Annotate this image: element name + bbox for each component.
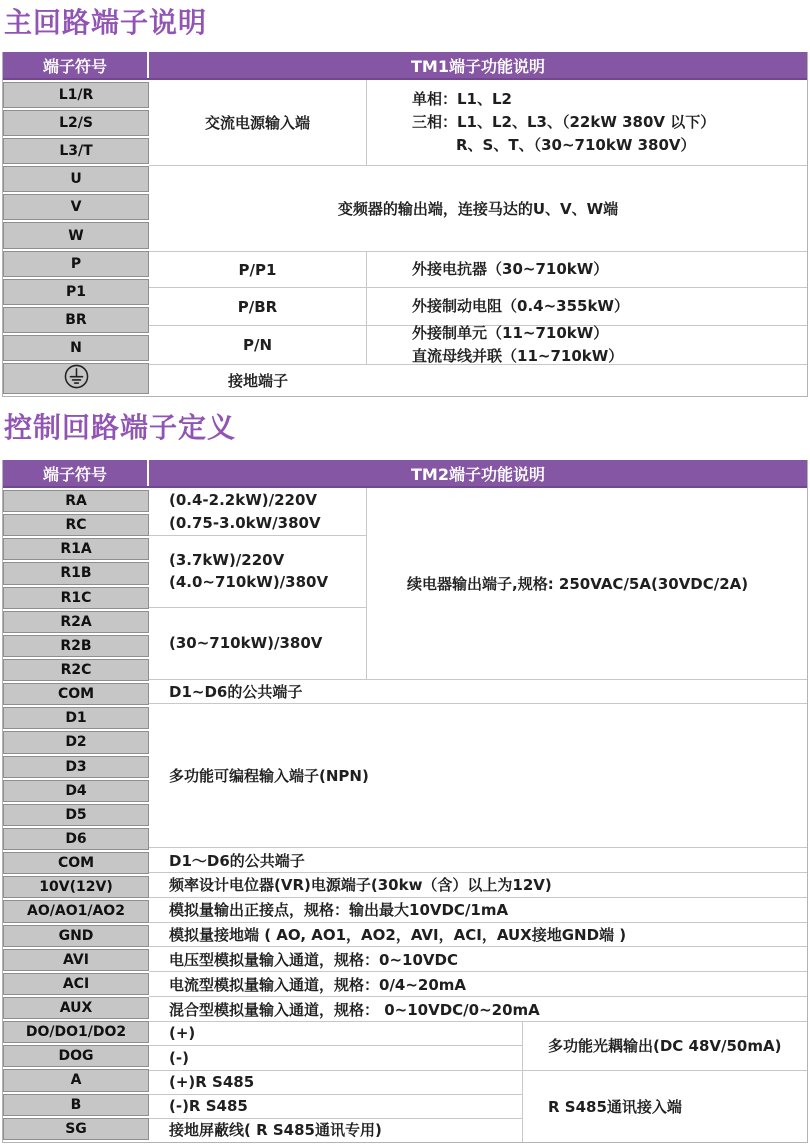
terminal-cell: R2C (3, 659, 149, 681)
terminal-cell: A (3, 1069, 149, 1091)
output-description: 变频器的输出端，连接马达的U、V、W端 (337, 200, 619, 218)
desc-line: 单相：L1、L2 (412, 89, 512, 108)
terminal-cell: ACI (3, 973, 149, 995)
rs485-a-cell: (+)R S485 (149, 1071, 522, 1095)
relay-spec-column (149, 488, 367, 679)
terminal-cell: AVI (3, 949, 149, 971)
avi-row (149, 947, 807, 972)
terminal-cell-ground (3, 363, 149, 394)
terminal-cell: COM (3, 852, 149, 874)
brake-unit-row-group (149, 323, 807, 365)
spec-line: (3.7kW)/220V (169, 550, 285, 569)
terminal-cell: AO/AO1/AO2 (3, 900, 149, 922)
terminal-cell: RA (3, 490, 149, 512)
terminal-cell: R1C (3, 587, 149, 609)
terminal-symbol-column (3, 80, 149, 396)
terminal-cell: D1 (3, 707, 149, 729)
brake-resistor-label: P/BR (149, 288, 367, 325)
function-description-column (149, 488, 807, 1142)
digital-input-description: 多功能可编程输入端子(NPN) (169, 767, 369, 786)
terminal-cell: L2/S (3, 110, 149, 136)
reactor-label: P/P1 (149, 252, 367, 287)
rs485-description: R S485通讯接入端 (548, 1097, 682, 1116)
ground-label: 接地端子 (227, 372, 288, 390)
main-circuit-section-title: 主回路端子说明 (4, 6, 208, 39)
gnd-description: 模拟量接地端 ( AO, AO1，AO2，AVI，ACI，AUX接地GND端 ) (169, 926, 627, 945)
desc-line: 外接制单元（11~710kW） (412, 323, 609, 342)
aci-description: 电流型模拟量输入通道，规格：0/4~20mA (169, 975, 467, 994)
gnd-row (149, 923, 807, 948)
opto-minus-cell: (-) (169, 1048, 189, 1067)
terminal-cell: D5 (3, 804, 149, 826)
terminal-cell: DOG (3, 1045, 149, 1067)
terminal-cell: DO/DO1/DO2 (3, 1021, 149, 1043)
aux-description: 混合型模拟量输入通道，规格： 0~10VDC/0~20mA (169, 1000, 540, 1019)
rs485-sg-cell: 接地屏蔽线( R S485通讯专用) (169, 1121, 382, 1140)
spec-line: (30~710kW)/380V (169, 633, 323, 652)
power-10v-description: 频率设计电位器(VR)电源端子(30kw（含）以上为12V) (169, 876, 552, 895)
terminal-cell: COM (3, 683, 149, 705)
terminal-cell: D3 (3, 756, 149, 778)
aux-row (149, 997, 807, 1022)
spec-line: (0.75-3.0kW/380V (169, 513, 321, 532)
earth-ground-icon (64, 364, 89, 393)
opto-output-description: 多功能光耦输出(DC 48V/50mA) (548, 1037, 782, 1056)
terminal-cell: N (3, 335, 149, 361)
terminal-cell: U (3, 166, 149, 192)
relay-spec-cell (149, 608, 366, 679)
function-description-column (149, 80, 807, 396)
reactor-row-group (149, 252, 807, 288)
com-description: D1～D6的公共端子 (169, 851, 305, 870)
terminal-cell: V (3, 194, 149, 220)
table-body (3, 488, 807, 1142)
terminal-cell: SG (3, 1118, 149, 1140)
terminal-cell: D4 (3, 780, 149, 802)
terminal-cell: P1 (3, 279, 149, 305)
terminal-cell: D2 (3, 731, 149, 753)
rs485-row-group (149, 1071, 807, 1142)
spec-line: (4.0~710kW)/380V (169, 573, 329, 592)
opto-output-row-group (149, 1022, 807, 1071)
analog-output-description: 模拟量输出正接点，规格：输出最大10VDC/1mA (169, 901, 509, 920)
com-row (149, 848, 807, 873)
brake-resistor-description: 外接制动电阻（0.4~355kW） (412, 296, 629, 315)
terminal-cell: RC (3, 514, 149, 536)
table-body (3, 80, 807, 396)
brake-unit-label: P/N (149, 326, 367, 364)
tm2-function-header: TM2端子功能说明 (411, 464, 545, 484)
ac-input-label: 交流电源输入端 (149, 80, 367, 165)
brake-unit-description (367, 323, 807, 365)
opto-polarity-column (149, 1022, 523, 1070)
control-circuit-section-title: 控制回路端子定义 (4, 411, 237, 444)
terminal-cell: GND (3, 925, 149, 947)
relay-spec-cell (149, 488, 366, 536)
terminal-symbol-column (3, 488, 149, 1142)
desc-line: 三相：L1、L2、L3、（22kW 380V 以下） (412, 112, 716, 131)
terminal-cell: R2B (3, 635, 149, 657)
relay-output-row-group (149, 488, 807, 680)
opto-plus-cell: (+) (149, 1022, 522, 1046)
desc-line: 直流母线并联（11~710kW） (412, 347, 624, 365)
ac-input-description (367, 80, 807, 165)
terminal-cell: R1A (3, 538, 149, 560)
terminal-cell: L3/T (3, 138, 149, 164)
relay-output-description: 续电器输出端子,规格: 250VAC/5A(30VDC/2A) (407, 574, 749, 593)
reactor-description: 外接电抗器（30~710kW） (412, 259, 609, 278)
terminal-symbol-header: 端子符号 (3, 52, 149, 78)
ground-row-group (149, 365, 807, 396)
terminal-cell: AUX (3, 997, 149, 1019)
terminal-cell: L1/R (3, 82, 149, 108)
aci-row (149, 972, 807, 997)
com-description: D1~D6的公共端子 (169, 682, 303, 701)
table-header-row (3, 52, 807, 80)
digital-input-row-group (149, 704, 807, 848)
output-row-group (149, 166, 807, 252)
power-10v-row (149, 873, 807, 898)
terminal-cell: R2A (3, 611, 149, 633)
terminal-cell: W (3, 222, 149, 248)
terminal-cell: BR (3, 307, 149, 333)
analog-output-row (149, 898, 807, 923)
terminal-cell: B (3, 1094, 149, 1116)
terminal-symbol-header: 端子符号 (3, 460, 149, 486)
rs485-b-cell: (-)R S485 (149, 1095, 522, 1119)
avi-description: 电压型模拟量输入通道，规格：0~10VDC (169, 950, 458, 969)
main-circuit-table (2, 52, 808, 397)
rs485-signal-column (149, 1071, 523, 1142)
ground-description-empty (367, 365, 807, 396)
table-header-row (3, 460, 807, 488)
brake-resistor-row-group (149, 288, 807, 326)
terminal-cell: P (3, 251, 149, 277)
relay-spec-cell (149, 536, 366, 608)
control-circuit-table (2, 460, 808, 1143)
com-row (149, 680, 807, 705)
tm1-function-header: TM1端子功能说明 (411, 56, 545, 76)
terminal-cell: D6 (3, 828, 149, 850)
spec-line: (0.4-2.2kW)/220V (169, 491, 318, 510)
terminal-cell: 10V(12V) (3, 876, 149, 898)
terminal-cell: R1B (3, 562, 149, 584)
ac-input-row-group (149, 80, 807, 166)
desc-line: R、S、T、（30~710kW 380V） (456, 136, 696, 155)
